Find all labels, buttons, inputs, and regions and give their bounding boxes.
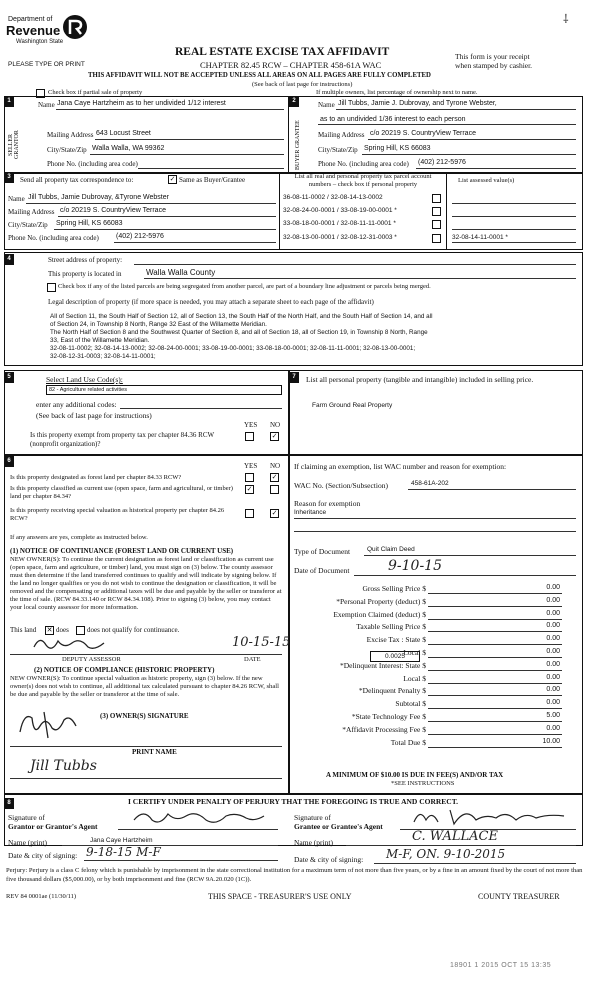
- reason-label: Reason for exemption: [294, 499, 361, 508]
- segregated-label: Check box if any of the listed parcels are being segregated from another parcel, are part of a boundary line adjustment or parcels being merged.: [58, 283, 431, 290]
- legal-line-1: All of Section 11, the South Half of Section 12, all of Section 13, the South Half of the North Half, and the South Half of Section 14, and all: [50, 313, 433, 320]
- grantee-date[interactable]: M-F, ON. 9-10-2015: [386, 847, 506, 861]
- warning-line: THIS AFFIDAVIT WILL NOT BE ACCEPTED UNLESS ALL AREAS ON ALL PAGES ARE FULLY COMPLETED: [88, 72, 431, 79]
- deputy-label: DEPUTY ASSESSOR: [62, 656, 121, 663]
- account-2-checkbox[interactable]: [432, 207, 441, 216]
- personal-property-label: List all personal property (tangible and intangible) included in selling price.: [306, 375, 534, 384]
- correspondence-phone-label: Phone No. (including area code): [8, 234, 99, 242]
- legal-line-4: 33, East of the Willamette Meridian.: [50, 337, 150, 344]
- legal-label: Legal description of property (if more space is needed, you may attach a separate sheet to each page of the affidavit): [48, 298, 374, 306]
- grantee-date-label: Date & city of signing:: [294, 855, 364, 864]
- correspondence-city[interactable]: Spring Hill, KS 66083: [56, 220, 123, 227]
- fee-value[interactable]: 0.00: [546, 609, 560, 617]
- treasurer-use-label: THIS SPACE - TREASURER'S USE ONLY: [208, 892, 352, 901]
- grantor-signature-icon: [130, 806, 270, 828]
- county-value[interactable]: Walla Walla County: [146, 268, 216, 277]
- section-4-number: 4: [4, 254, 14, 265]
- fee-label: *Delinquent Interest: State $: [339, 660, 426, 670]
- same-as-buyer-label: Same as Buyer/Grantee: [179, 176, 246, 184]
- section-3-number: 3: [4, 172, 14, 183]
- fee-value[interactable]: 0.00: [546, 596, 560, 604]
- buyer-side-label: BUYER GRANTEE: [295, 120, 301, 170]
- see-back-header: (See back of last page for instructions): [252, 81, 353, 88]
- grantee-name-label: Name (print): [294, 838, 333, 847]
- owner-sig-label: (3) OWNER(S) SIGNATURE: [100, 712, 189, 720]
- correspondence-address-label: Mailing Address: [8, 208, 55, 216]
- historic-yes-checkbox[interactable]: [245, 509, 254, 518]
- grantor-sig-label2: Grantor or Grantor's Agent: [8, 822, 98, 831]
- located-label: This property is located in: [48, 270, 122, 278]
- fee-label: Total Due $: [390, 737, 426, 747]
- wac-label: WAC No. (Section/Subsection): [294, 481, 388, 490]
- fee-label: Exemption Claimed (deduct) $: [333, 609, 426, 619]
- section-1-number: 1: [4, 96, 14, 107]
- account-4[interactable]: 32-08-13-00-0001 / 32-08-12-31-0003 *: [283, 234, 397, 241]
- legal-line-3: The North Half of Section 8 and the Southwest Quarter of Section 8, and all of Section 18, all of Section 19, in Township 8 North, Range: [50, 329, 428, 336]
- fee-value[interactable]: 0.00: [546, 635, 560, 643]
- deputy-date-label: DATE: [244, 656, 261, 663]
- fee-value[interactable]: 5.00: [546, 712, 560, 719]
- grantor-date-label: Date & city of signing:: [8, 851, 78, 860]
- land-does-checkbox[interactable]: ✕: [46, 626, 53, 634]
- fees-note-instructions: *SEE INSTRUCTIONS: [391, 780, 455, 787]
- seller-city[interactable]: Walla Walla, WA 99362: [92, 145, 165, 152]
- grantor-date[interactable]: 9-18-15 M-F: [86, 845, 161, 859]
- owner-signature[interactable]: [14, 708, 94, 744]
- excise-rate-box[interactable]: 0.0025: [370, 651, 420, 662]
- receipt-note: This form is your receipt when stamped by cashier.: [455, 52, 533, 70]
- s5-no-label: NO: [270, 421, 281, 429]
- seller-city-label: City/State/Zip: [47, 146, 87, 154]
- revision-number: REV 84 0001ae (11/30/11): [6, 893, 76, 900]
- multiple-owners-note: If multiple owners, list percentage of ownership next to name.: [316, 89, 478, 96]
- s6-no-label: NO: [270, 462, 281, 470]
- assessed-header: List assessed value(s): [458, 177, 515, 184]
- fee-value[interactable]: 0.00: [546, 584, 560, 591]
- wac-value[interactable]: 458-61A-202: [411, 480, 449, 487]
- historic-question: Is this property receiving special valuation as historical property per chapter 84.26 RCW?: [10, 507, 225, 522]
- notice2-title: (2) NOTICE OF COMPLIANCE (HISTORIC PROPERTY): [34, 666, 215, 674]
- form-title: REAL ESTATE EXCISE TAX AFFIDAVIT: [175, 46, 390, 58]
- account-3-checkbox[interactable]: [432, 220, 441, 229]
- forest-yes-checkbox[interactable]: [245, 473, 254, 482]
- account-2[interactable]: 32-08-24-00-0001 / 33-08-19-00-0001 *: [283, 207, 397, 214]
- account-1[interactable]: 36-08-11-0002 / 32-08-14-13-0002: [283, 194, 383, 201]
- fee-value[interactable]: 0.00: [546, 699, 560, 707]
- buyer-name-line2[interactable]: as to an undivided 1/36 interest to each person: [320, 116, 466, 123]
- same-as-buyer-checkbox[interactable]: ✓: [169, 175, 176, 183]
- land-use-select[interactable]: 82 - Agriculture related activities: [46, 385, 282, 395]
- legal-line-2: of Section 24, in Township 8 North, Range 32 East of the Willamette Meridian.: [50, 321, 267, 328]
- cashier-stamp: 18901 1 2015 OCT 15 13:35: [450, 962, 552, 969]
- accounts-header: List all real and personal property tax parcel account numbers – check box if personal property: [294, 173, 432, 188]
- print-name-value[interactable]: Jill Tubbs: [30, 758, 97, 774]
- county-treasurer-label: COUNTY TREASURER: [478, 892, 560, 901]
- deputy-date[interactable]: 10-15-15: [232, 635, 291, 650]
- correspondence-label: Send all property tax correspondence to:: [20, 176, 134, 184]
- s5-yes-label: YES: [244, 421, 258, 429]
- correspondence-name[interactable]: Jill Tubbs, Jamie Dubrovay, &Tyrone Webster: [28, 194, 169, 201]
- section-6-number: 6: [4, 456, 14, 467]
- partial-sale-label: Check box if partial sale of property: [48, 89, 143, 96]
- segregated-checkbox[interactable]: [47, 283, 56, 292]
- account-4-checkbox[interactable]: [432, 234, 441, 243]
- section-8-number: 8: [4, 798, 14, 809]
- grantee-name[interactable]: C. WALLACE: [412, 829, 498, 844]
- grantor-signature[interactable]: [130, 806, 270, 830]
- additional-codes-label: enter any additional codes:: [36, 400, 117, 409]
- fee-label: Excise Tax : State $: [366, 635, 426, 645]
- fee-label: Local $: [403, 673, 426, 683]
- doc-date-label: Date of Document: [294, 566, 350, 575]
- grantee-sig-label1: Signature of: [294, 813, 331, 822]
- correspondence-address[interactable]: c/o 20219 S. CountryView Terrace: [60, 207, 166, 214]
- fee-value[interactable]: 0.00: [546, 660, 560, 668]
- buyer-city-label: City/State/Zip: [318, 146, 358, 154]
- forest-no-checkbox[interactable]: ✓: [271, 473, 278, 481]
- buyer-name-label: Name: [318, 101, 335, 109]
- seller-phone-label: Phone No. (including area code): [47, 160, 138, 168]
- deputy-signature-icon: [30, 633, 110, 655]
- perjury-note: Perjury: Perjury is a class C felony which is punishable by imprisonment in the state correctional institution for a maximum term of not more than five years, or by a fine in an amount fixed by the court of not more than five thousand dollars ($5,000.00), or by both imprisonment and fine (RCW 9A.20.020 (1C)).: [6, 867, 583, 883]
- fee-label: Taxable Selling Price $: [356, 622, 426, 632]
- grantee-signature[interactable]: [410, 804, 570, 830]
- buyer-phone[interactable]: (402) 212-5976: [418, 159, 466, 166]
- exemption-label: If claiming an exemption, list WAC number and reason for exemption:: [294, 462, 507, 471]
- section-7-number: 7: [289, 372, 299, 383]
- fees-note-minimum: A MINIMUM OF $10.00 IS DUE IN FEE(S) AND/OR TAX: [326, 771, 504, 779]
- reason-value[interactable]: Inheritance: [294, 509, 327, 516]
- corner-mark-icon: ⸸: [563, 12, 569, 26]
- revenue-logo: [6, 14, 90, 48]
- fee-label: Subtotal $: [395, 699, 426, 709]
- doc-date-value[interactable]: 9-10-15: [388, 558, 442, 574]
- dept-line3: Washington State: [16, 39, 64, 45]
- certify-statement: I CERTIFY UNDER PENALTY OF PERJURY THAT THE FOREGOING IS TRUE AND CORRECT.: [128, 797, 459, 806]
- fee-label: Local $: [403, 648, 426, 657]
- assessed-extra[interactable]: 32-08-14-11-0001 *: [452, 234, 508, 241]
- grantee-sig-label2: Grantee or Grantee's Agent: [294, 822, 383, 831]
- section-2-number: 2: [289, 96, 299, 107]
- seller-name[interactable]: Jana Caye Hartzheim as to her undivided 1/12 interest: [57, 100, 226, 107]
- grantor-sig-label1: Signature of: [8, 813, 45, 822]
- seller-address[interactable]: 643 Locust Street: [96, 130, 151, 137]
- legal-line-6: 32-08-12-31-0003; 32-08-14-11-0001;: [50, 353, 156, 360]
- buyer-city[interactable]: Spring Hill, KS 66083: [364, 145, 431, 152]
- fee-value[interactable]: 0.00: [546, 724, 560, 732]
- notice2-body: NEW OWNER(S): To continue special valuation as historic property, sign (3) below. If the new owner(s) does not wish to continue, all additional tax calculated pursuant to chapter 84.26 RCW, shall be due and payable by the seller or transferor at the time of sale.: [10, 675, 279, 698]
- seller-side-label: SELLER GRANTOR: [8, 130, 20, 160]
- seller-address-label: Mailing Address: [47, 131, 94, 139]
- fee-value[interactable]: 0.00: [546, 673, 560, 681]
- grantor-name[interactable]: Jana Caye Hartzheim: [90, 837, 153, 844]
- buyer-name[interactable]: Jill Tubbs, Jamie J. Dubrovay, and Tyrone Webster,: [338, 100, 497, 107]
- land-use-see-back: (See back of last page for instructions): [36, 411, 152, 420]
- correspondence-phone[interactable]: (402) 212-5976: [116, 233, 164, 240]
- if-yes-note: If any answers are yes, complete as instructed below.: [10, 534, 148, 541]
- doc-type-value[interactable]: Quit Claim Deed: [367, 546, 415, 553]
- correspondence-city-label: City/State/Zip: [8, 221, 48, 229]
- historic-no-checkbox[interactable]: ✓: [271, 509, 278, 517]
- correspondence-name-label: Name: [8, 195, 25, 203]
- grantee-signature-icon: [410, 804, 570, 828]
- account-3[interactable]: 33-08-18-00-0001 / 32-08-11-11-0001 *: [283, 220, 396, 227]
- fee-value[interactable]: 0.00: [546, 622, 560, 630]
- buyer-address[interactable]: c/o 20219 S. CountryView Terrace: [370, 130, 476, 137]
- land-does-label: does: [56, 626, 69, 634]
- fee-label: *Affidavit Processing Fee $: [342, 724, 426, 734]
- owner-signature-icon: [14, 708, 94, 742]
- exempt-yes-checkbox[interactable]: [245, 432, 254, 441]
- forest-question: Is this property designated as forest land per chapter 84.33 RCW?: [10, 474, 182, 481]
- doc-type-label: Type of Document: [294, 547, 351, 556]
- dept-line2: Revenue: [6, 23, 61, 38]
- form-chapter: CHAPTER 82.45 RCW – CHAPTER 458-61A WAC: [200, 60, 382, 70]
- fee-value[interactable]: 0.00: [546, 648, 560, 655]
- land-use-label: Select Land Use Code(s):: [46, 375, 123, 384]
- fee-value[interactable]: 10.00: [542, 737, 560, 745]
- legal-line-5: 32-08-11-0002; 32-08-14-13-0002; 32-08-24-00-0001; 33-08-19-00-0001; 33-08-18-00-0001; 32-08-11-11-0001; 32-08-13-00-0001;: [50, 345, 416, 352]
- exempt-no-checkbox[interactable]: ✓: [271, 432, 278, 440]
- fee-label: Gross Selling Price $: [362, 584, 426, 593]
- dept-line1: Department of: [8, 16, 53, 23]
- account-1-checkbox[interactable]: [432, 194, 441, 203]
- grantor-name-label: Name (print): [8, 838, 47, 847]
- fee-label: *Delinquent Penalty $: [358, 686, 426, 696]
- current-use-question: Is this property classified as current use (open space, farm and agricultural, or timber) land per chapter 84.34?: [10, 485, 233, 500]
- personal-property-value[interactable]: Farm Ground Real Property: [312, 402, 393, 409]
- this-land-label: This land: [10, 626, 37, 634]
- notice1-body: NEW OWNER(S): To continue the current designation as forest land or classification as current use (open space, farm and agriculture, or timber) land, you must sign on (3) below. The county assessor must then determine if the land transferred continues to qualify and will indicate by signing below. If the land no longer qualifies or you do not wish to continue the designation or classification, it will be removed and the compensating or additional taxes will be due and payable by the seller or transferor at the time of sale. (RCW 84.33.140 or RCW 84.34.108). Prior to signing (3) below, you may contact your local county assessor for more information.: [10, 556, 282, 611]
- legal-description[interactable]: [50, 313, 432, 361]
- current-use-yes-checkbox[interactable]: ✓: [246, 485, 253, 493]
- exempt-question: Is this property exempt from property tax per chapter 84.36 RCW (nonprofit organization)?: [30, 431, 214, 448]
- please-type: PLEASE TYPE OR PRINT: [8, 61, 85, 68]
- fee-label: *State Technology Fee $: [351, 712, 426, 721]
- revenue-logo-icon: [62, 14, 88, 40]
- seller-name-label: Name: [38, 101, 55, 109]
- fee-value[interactable]: 0.00: [546, 686, 560, 694]
- notice1-title: (1) NOTICE OF CONTINUANCE (FOREST LAND OR CURRENT USE): [10, 547, 234, 555]
- land-does-not-label: does not qualify for continuance.: [87, 626, 180, 634]
- buyer-phone-label: Phone No. (including area code): [318, 160, 409, 168]
- print-name-label: PRINT NAME: [132, 748, 177, 756]
- s6-yes-label: YES: [244, 462, 258, 470]
- buyer-address-label: Mailing Address: [318, 131, 365, 139]
- street-label: Street address of property:: [48, 256, 123, 264]
- section-5-number: 5: [4, 372, 14, 383]
- current-use-no-checkbox[interactable]: [270, 485, 279, 494]
- fee-label: *Personal Property (deduct) $: [336, 596, 426, 606]
